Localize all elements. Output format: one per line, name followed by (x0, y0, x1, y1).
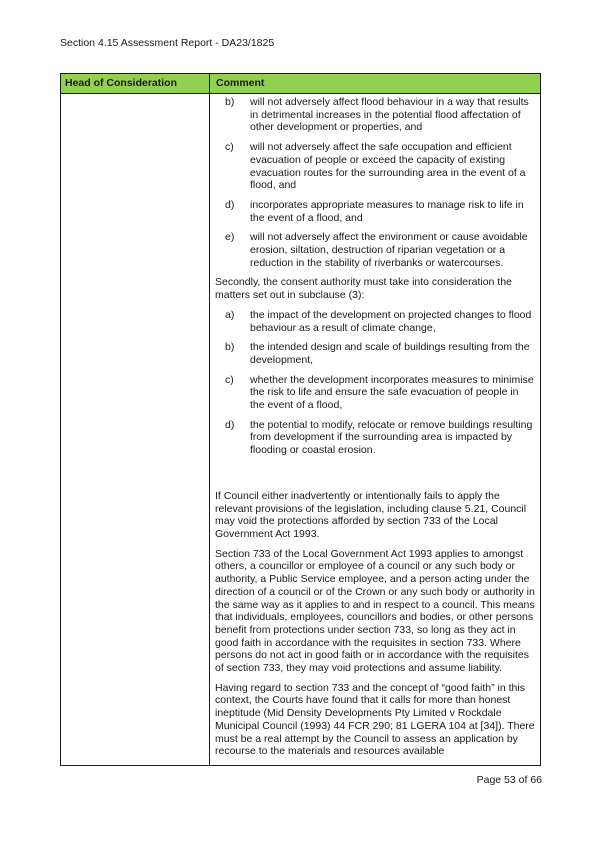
list-item-text: will not adversely affect flood behaviour in a way that results in detrimental increases in the potential flood affectation of other development or properties, and (250, 96, 529, 134)
list-item (215, 141, 535, 192)
list-item-text: whether the development incorporates measures to minimise the risk to life and ensure the safe evacuation of people in the event of a flood, (250, 373, 534, 412)
list-item (215, 199, 535, 224)
list-marker: d) (225, 418, 235, 431)
column-divider (209, 74, 210, 765)
list-marker: e) (225, 231, 235, 244)
list-item (215, 374, 535, 412)
list-item (215, 96, 535, 134)
list-marker: c) (225, 373, 234, 386)
table-header-row (61, 74, 540, 94)
paragraph-good-faith: Having regard to section 733 and the concept of “good faith” in this context, the Courts have found that it calls for more than honest ineptitude (Mid Density Developments Pty Limited v Rockdale Municipal Council (1993) 44 FCR 290; 81 LGERA 104 at [34]). There must be a real attempt by the Council to assess an application by recourse to the materials and resources available (215, 681, 535, 758)
list-marker: d) (225, 198, 235, 211)
list-item-text: the potential to modify, relocate or remove buildings resulting from development if the surrounding area is impacted by flooding or coastal erosion. (250, 418, 533, 457)
document-header-title: Section 4.15 Assessment Report - DA23/1825 (60, 37, 275, 49)
list-subclause-3-matters (215, 309, 535, 457)
comment-cell (215, 96, 535, 758)
list-item (215, 309, 535, 334)
column-header-head-of-consideration: Head of Consideration (65, 77, 178, 89)
page-number: Page 53 of 66 (476, 774, 542, 786)
list-item-text: the intended design and scale of buildings resulting from the development, (250, 341, 530, 366)
paragraph-council-failure: If Council either inadvertently or intentionally fails to apply the relevant provisions of the legislation, including clause 5.21, Council may void the protections afforded by section 733 of the Local Government Act 1993. (215, 489, 527, 540)
list-item (215, 419, 535, 457)
list-item-text: the impact of the development on projected changes to flood behaviour as a result of climate change, (250, 308, 532, 334)
list-marker: b) (225, 96, 235, 108)
column-header-comment: Comment (216, 77, 265, 89)
list-item (215, 231, 535, 269)
list-item-text: will not adversely affect the environment or cause avoidable erosion, siltation, destruction of riparian vegetation or a reduction in the stability of riverbanks or watercourses. (250, 231, 528, 269)
consideration-table (60, 73, 541, 766)
list-marker: b) (225, 341, 235, 354)
list-marker: c) (225, 141, 234, 154)
paragraph-secondly: Secondly, the consent authority must take into consideration the matters set out in subclause (3): (215, 276, 512, 302)
paragraph-section-733: Section 733 of the Local Government Act 1993 applies to amongst others, a councillor or employee of a council or any such body or authority, a Public Service employee, and a person acting under the direction of a council or of the Crown or any such body or authority in the same way as it applies to and in respect to a council. This means that individuals, employees, councillors and bodies, or other persons benefit from protections under section 733, so long as they act in good faith in accordance with the requisites in section 733. Where persons do not act in good faith or in accordance with the requisites of section 733, they may void protections and assume liability. (215, 547, 535, 675)
list-item-text: incorporates appropriate measures to manage risk to life in the event of a flood, and (250, 198, 524, 224)
list-item-text: will not adversely affect the safe occupation and efficient evacuation of people or exceed the capacity of existing evacuation routes for the surrounding area in the event of a flood, and (250, 141, 526, 192)
list-marker: a) (225, 308, 235, 321)
list-flood-criteria (215, 96, 535, 269)
list-item (215, 341, 535, 366)
